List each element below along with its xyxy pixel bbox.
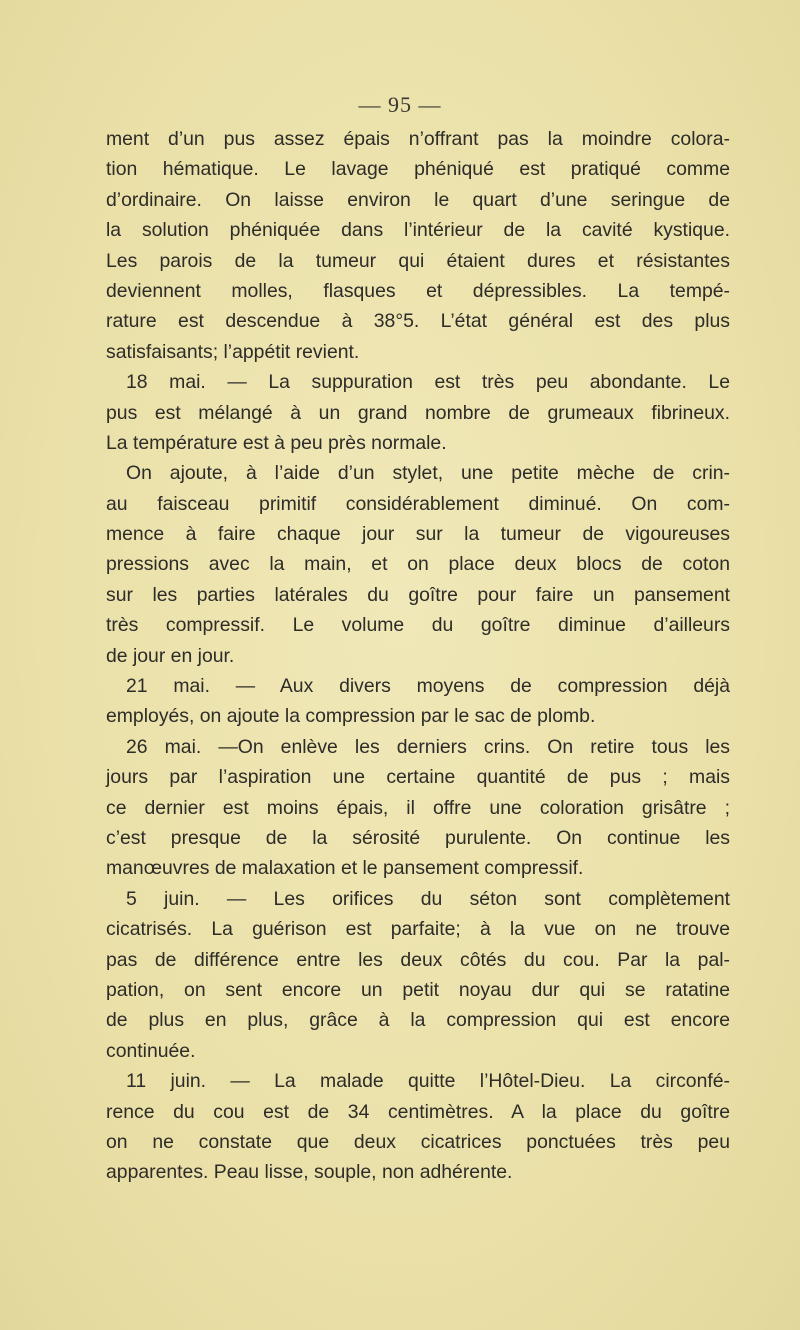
text-line: très compressif. Le volume du goître diminue d’ailleurs [106,614,730,637]
text-line: cicatrisés. La guérison est parfaite; à la vue on ne trouve [106,918,730,941]
text-line: Les parois de la tumeur qui étaient dures et résistantes [106,249,730,272]
text-line: pus est mélangé à un grand nombre de grumeaux fibrineux. [106,401,730,424]
paragraph [106,124,730,367]
text-line: pation, on sent encore un petit noyau dur qui se ratatine [106,978,730,1001]
text-line: 5 juin. — Les orifices du séton sont complètement [126,887,730,910]
body-text [106,124,730,1188]
text-line: pas de différence entre les deux côtés du cou. Par la pal- [106,948,730,971]
text-line: 11 juin. — La malade quitte l’Hôtel-Dieu. La circonfé- [126,1070,730,1093]
text-line: sur les parties latérales du goître pour faire un pansement [106,583,730,606]
text-line: 18 mai. — La suppuration est très peu abondante. Le [126,371,730,394]
paragraph [106,367,730,458]
text-line: pressions avec la main, et on place deux blocs de coton [106,553,730,576]
text-line: de plus en plus, grâce à la compression qui est encore [106,1009,730,1032]
paragraph [106,458,730,671]
text-line: deviennent molles, flasques et dépressibles. La tempé- [106,279,730,302]
paragraph [106,884,730,1066]
text-line: rence du cou est de 34 centimètres. A la place du goître [106,1100,730,1123]
text-line: d’ordinaire. On laisse environ le quart d’une seringue de [106,188,730,211]
text-line: satisfaisants; l’appétit revient. [106,340,360,363]
text-line: manœuvres de malaxation et le pansement compressif. [106,857,584,880]
text-line: apparentes. Peau lisse, souple, non adhérente. [106,1161,513,1184]
text-line: La température est à peu près normale. [106,431,447,454]
text-line: la solution phéniquée dans l’intérieur de la cavité kystique. [106,219,730,242]
text-line: c’est presque de la sérosité purulente. On continue les [106,826,730,849]
text-line: 21 mai. — Aux divers moyens de compression déjà [126,675,730,698]
page-number: — 95 — [358,92,442,117]
text-line: ce dernier est moins épais, il offre une coloration grisâtre ; [106,796,730,819]
paragraph [106,1066,730,1188]
text-line: mence à faire chaque jour sur la tumeur de vigoureuses [106,523,730,546]
text-line: 26 mai. —On enlève les derniers crins. On retire tous les [126,735,730,758]
paragraph [106,671,730,732]
paragraph [106,732,730,884]
text-line: au faisceau primitif considérablement diminué. On com- [106,492,730,515]
text-line: tion hématique. Le lavage phéniqué est pratiqué comme [106,158,730,181]
text-line: jours par l’aspiration une certaine quantité de pus ; mais [106,766,730,789]
text-line: employés, on ajoute la compression par le sac de plomb. [106,705,596,728]
text-line: ment d’un pus assez épais n’offrant pas la moindre colora- [106,128,730,150]
text-line: rature est descendue à 38°5. L’état général est des plus [106,310,730,333]
text-line: de jour en jour. [106,644,235,667]
text-line: On ajoute, à l’aide d’un stylet, une petite mèche de crin- [126,462,730,485]
text-line: continuée. [106,1039,196,1062]
text-line: on ne constate que deux cicatrices ponctuées très peu [106,1130,730,1153]
